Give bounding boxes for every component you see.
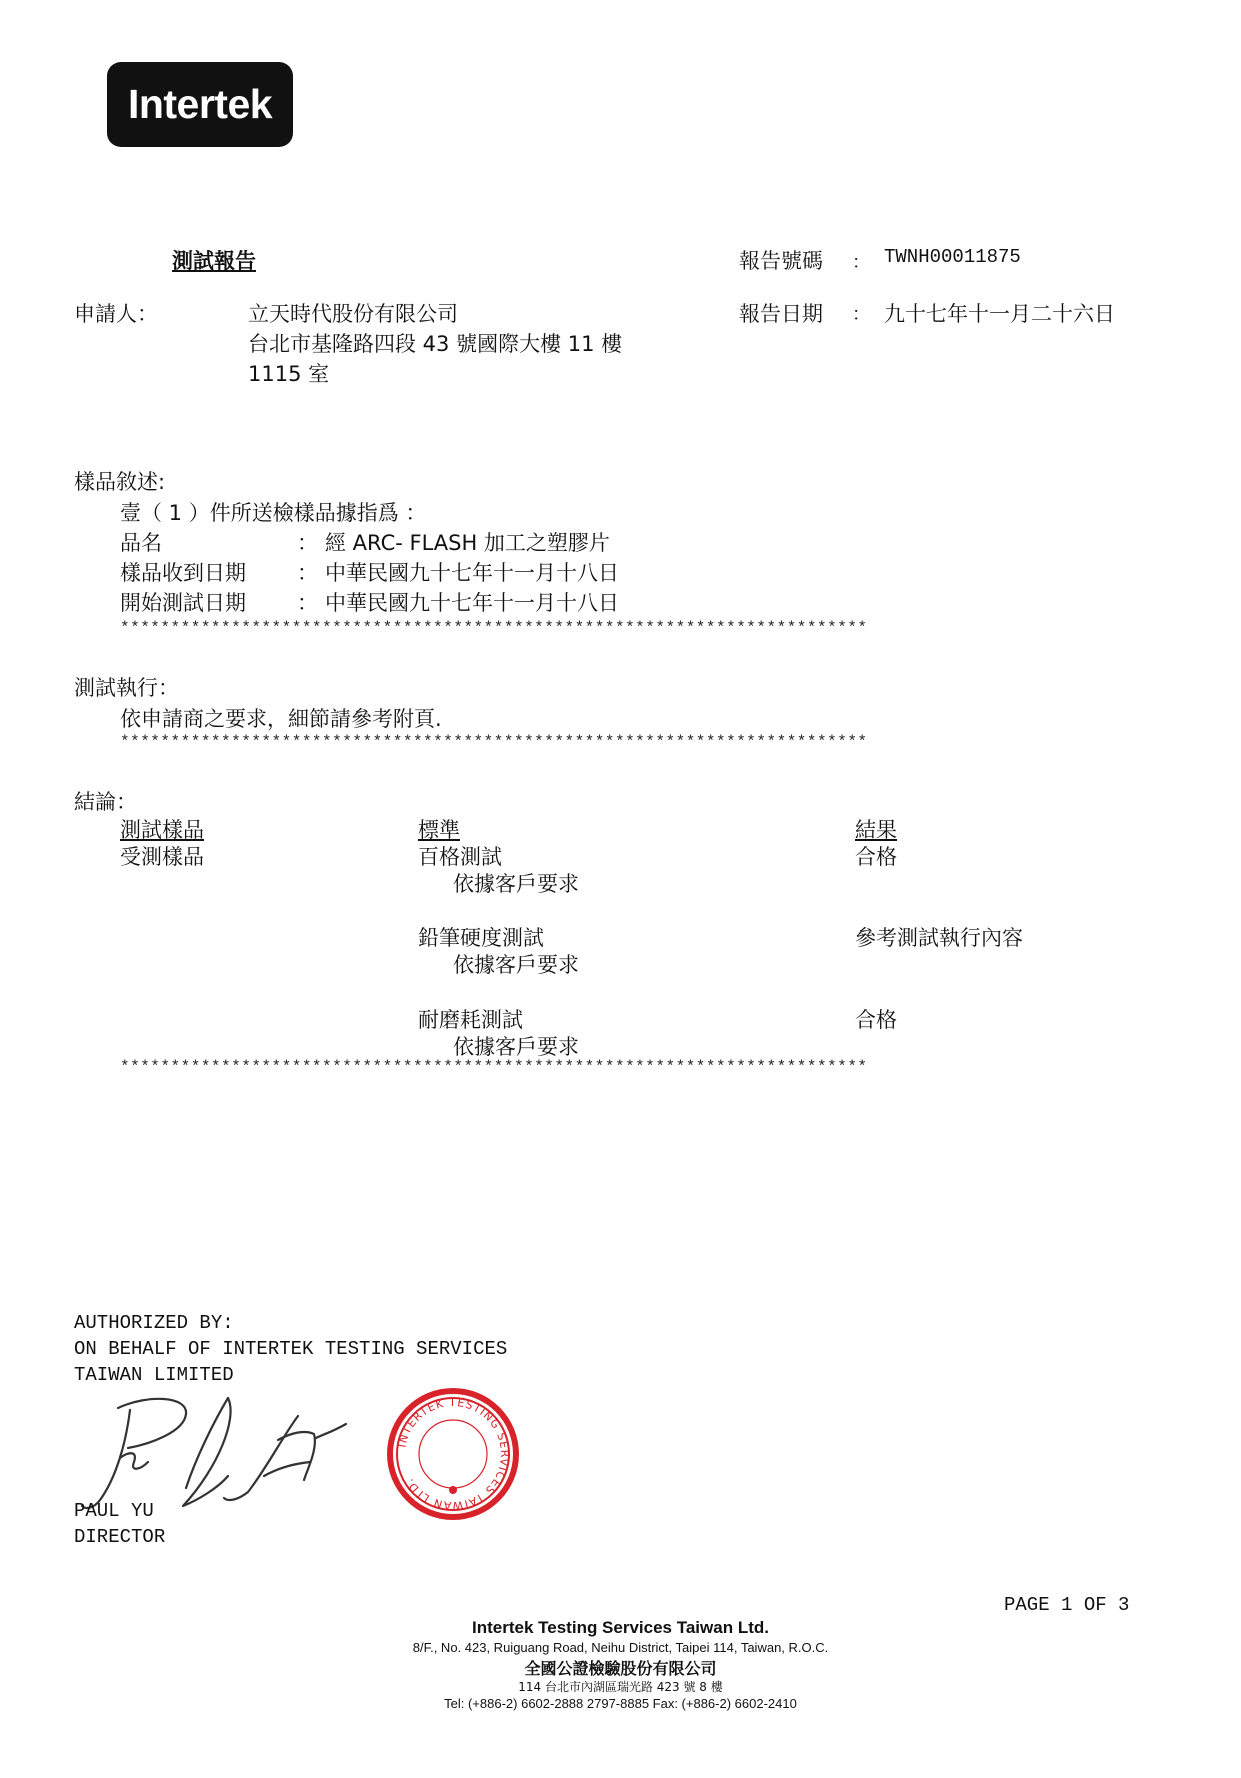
sample-intro: 壹（ 1 ）件所送檢樣品據指爲 ：	[120, 501, 427, 525]
report-no-sep: ：	[852, 252, 870, 273]
conclusion-heading: 結論：	[74, 790, 137, 814]
col-standard-header: 標準	[418, 818, 460, 842]
test-basis: 依據客戶要求	[453, 1035, 579, 1059]
page-info: PAGE 1 OF 3	[1004, 1594, 1130, 1616]
sample-row-sep: ：	[297, 561, 318, 585]
test-name: 耐磨耗測試	[418, 1008, 523, 1032]
sample-row-label: 開始測試日期	[120, 591, 246, 615]
sample-row-value: 中華民國九十七年十一月十八日	[325, 561, 619, 585]
footer-company-zh: 全國公證檢驗股份有限公司	[524, 1659, 717, 1678]
sample-row-sep: ：	[297, 591, 318, 615]
svg-text:INTERTEK TESTING SERVICES TAIW: INTERTEK TESTING SERVICES TAIWAN LTD.	[395, 1395, 512, 1513]
sample-row-value: 經 ARC- FLASH 加工之塑膠片	[325, 531, 610, 555]
applicant-address-line1: 台北市基隆路四段 43 號國際大樓 11 樓	[248, 332, 623, 356]
signer-name: PAUL YU	[74, 1500, 154, 1522]
sample-row-value: 中華民國九十七年十一月十八日	[325, 591, 619, 615]
sample-row-sep: ：	[297, 531, 318, 555]
execution-text: 依申請商之要求，細節請參考附頁.	[120, 707, 442, 731]
company-line: TAIWAN LIMITED	[74, 1364, 234, 1386]
sample-name: 受測樣品	[120, 845, 204, 869]
sample-heading: 樣品敘述:	[74, 470, 166, 494]
applicant-name: 立天時代股份有限公司	[248, 302, 458, 326]
test-result: 參考測試執行內容	[855, 926, 1023, 950]
signer-title: DIRECTOR	[74, 1526, 166, 1548]
report-date: 九十七年十一月二十六日	[884, 302, 1115, 326]
logo-text: Intertek	[127, 81, 273, 127]
company-seal-image	[383, 1384, 523, 1524]
applicant-label: 申請人：	[74, 302, 158, 326]
test-result: 合格	[855, 845, 897, 869]
separator-line: **************************************************************************	[120, 733, 868, 751]
sample-row-label: 品名	[120, 531, 162, 555]
test-result: 合格	[855, 1008, 897, 1032]
separator-line: **************************************************************************	[120, 619, 868, 637]
signature-image	[78, 1388, 368, 1518]
execution-heading: 測試執行：	[74, 676, 179, 700]
separator-line: **************************************************************************	[120, 1058, 868, 1076]
test-name: 鉛筆硬度測試	[418, 926, 544, 950]
footer-contact: Tel: (+886-2) 6602-2888 2797-8885 Fax: (+886-2) 6602-2410	[444, 1696, 797, 1711]
test-name: 百格測試	[418, 845, 502, 869]
authorized-by: AUTHORIZED BY:	[74, 1312, 234, 1334]
test-basis: 依據客戶要求	[453, 872, 579, 896]
col-result-header: 結果	[855, 818, 897, 842]
report-title: 測試報告	[172, 249, 256, 273]
report-date-label: 報告日期	[739, 302, 823, 326]
on-behalf-of: ON BEHALF OF INTERTEK TESTING SERVICES	[74, 1338, 508, 1360]
report-no: TWNH00011875	[884, 246, 1021, 268]
footer-address-en: 8/F., No. 423, Ruiguang Road, Neihu District, Taipei 114, Taiwan, R.O.C.	[412, 1640, 829, 1655]
report-date-sep: ：	[852, 304, 870, 325]
applicant-address-line2: 1115 室	[248, 362, 330, 386]
sample-row-label: 樣品收到日期	[120, 561, 246, 585]
col-sample-header: 測試樣品	[120, 818, 204, 842]
report-no-label: 報告號碼	[739, 249, 823, 273]
footer-address-zh: 114 台北市內湖區瑞光路 423 號 8 樓	[518, 1680, 723, 1694]
footer-company-en: Intertek Testing Services Taiwan Ltd.	[472, 1618, 769, 1637]
intertek-logo	[107, 62, 293, 147]
test-basis: 依據客戶要求	[453, 953, 579, 977]
